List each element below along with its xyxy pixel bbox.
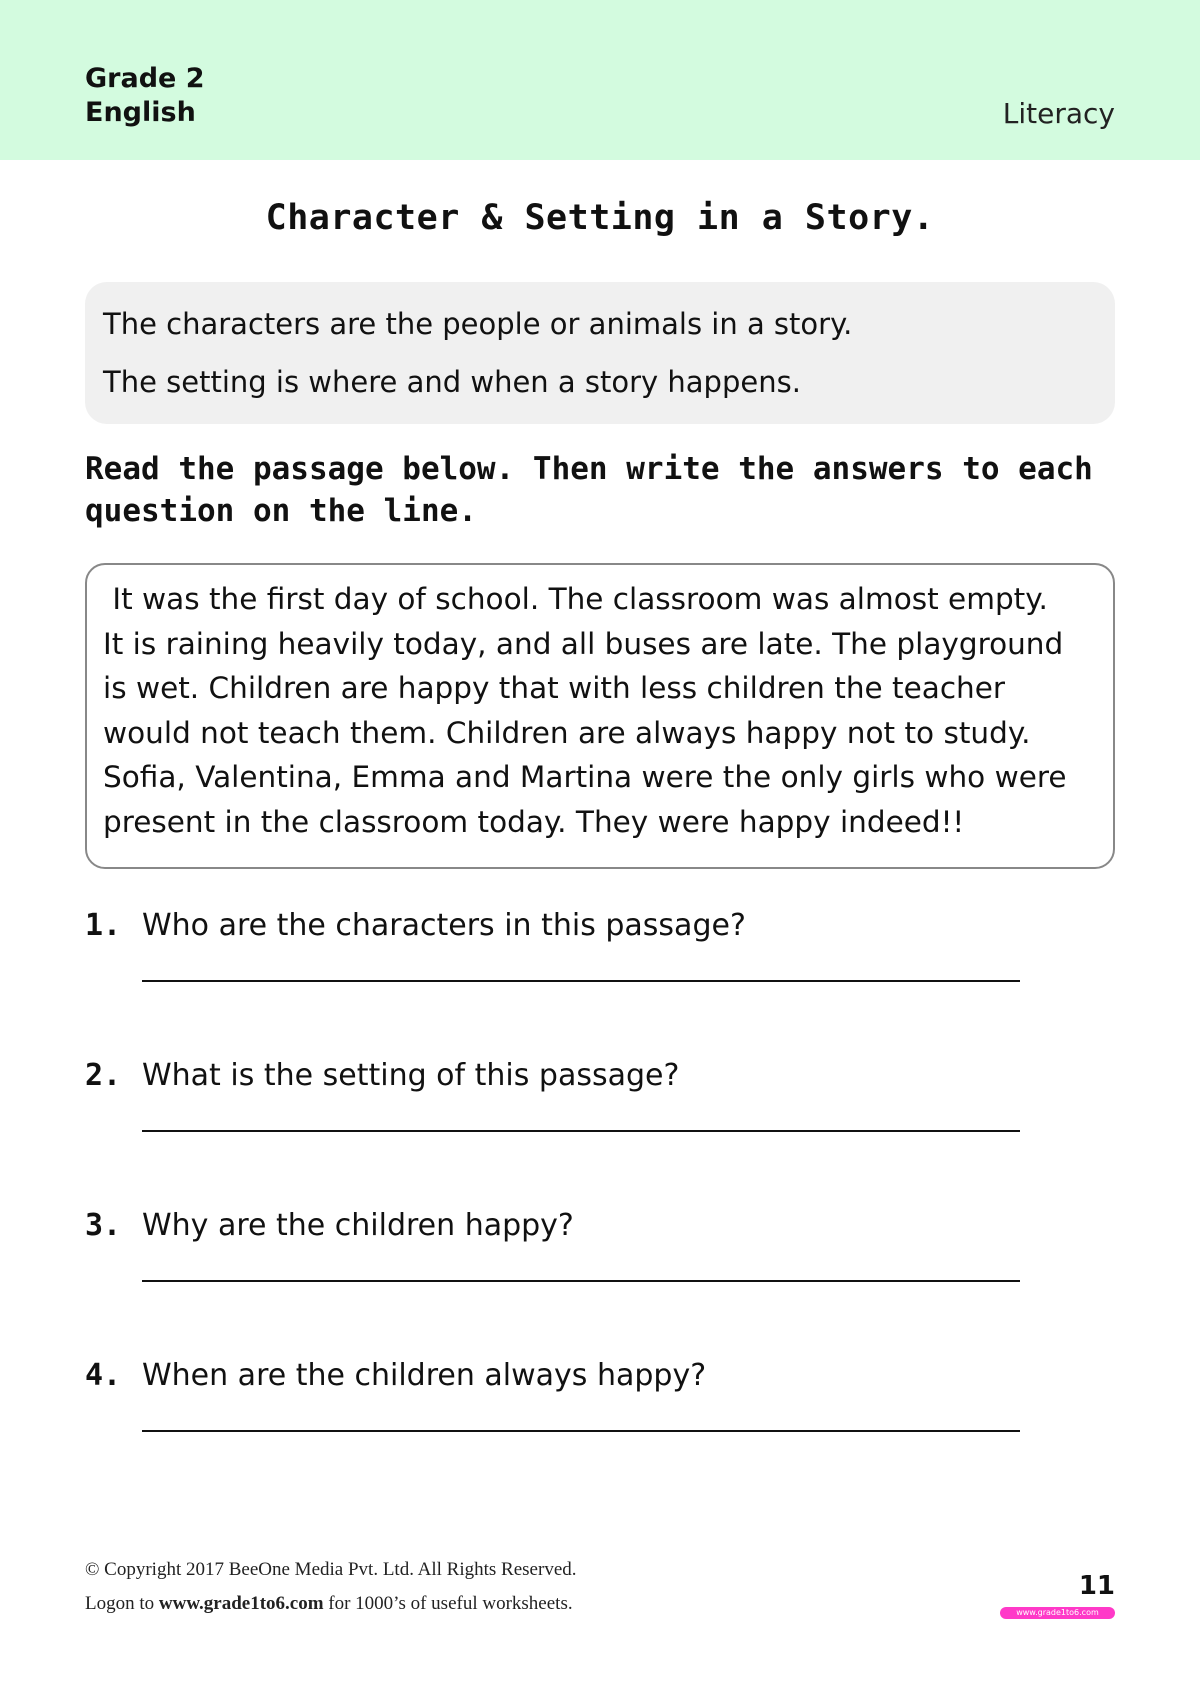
passage-line: Sofia, Valentina, Emma and Martina were the only girls who were: [103, 760, 1067, 794]
passage-line: present in the classroom today. They were happy indeed!!: [103, 804, 965, 839]
passage-line: It was the first day of school. The classroom was almost empty.: [103, 582, 1048, 616]
question-text: Who are the characters in this passage?: [142, 908, 746, 943]
question-4: [85, 1356, 1085, 1466]
question-number: 1.: [85, 908, 122, 943]
copyright-notice: © Copyright 2017 BeeOne Media Pvt. Ltd. All Rights Reserved.: [85, 1559, 577, 1580]
question-number: 4.: [85, 1358, 122, 1393]
page-number: 11: [1078, 1571, 1115, 1601]
passage-line: is wet. Children are happy that with less children the teacher: [103, 671, 1006, 705]
question-text: Why are the children happy?: [142, 1208, 574, 1243]
definition-characters: The characters are the people or animals in a story.: [103, 307, 853, 341]
worksheet-title: Character & Setting in a Story.: [265, 198, 935, 238]
passage-line: It is raining heavily today, and all buses are late. The playground: [103, 626, 1064, 661]
question-text: What is the setting of this passage?: [142, 1058, 680, 1093]
logon-notice: [85, 1590, 573, 1618]
logon-suffix: for 1000’s of useful worksheets.: [323, 1593, 573, 1614]
question-number: 3.: [85, 1208, 122, 1243]
site-link[interactable]: www.grade1to6.com: [158, 1593, 324, 1614]
passage-text: [103, 577, 1097, 844]
definitions-box: [85, 282, 1115, 424]
question-3: [85, 1206, 1085, 1316]
question-number: 2.: [85, 1058, 122, 1093]
instruction-text: Read the passage below. Then write the answers to each question on the line.: [85, 451, 1093, 529]
site-badge: www.grade1to6.com: [1000, 1607, 1115, 1619]
category-label: Literacy: [1002, 97, 1115, 130]
passage-line: would not teach them. Children are always happy not to study.: [103, 715, 1031, 750]
question-text: When are the children always happy?: [142, 1358, 707, 1393]
passage-box: [85, 563, 1115, 869]
answer-line-2[interactable]: [142, 1130, 1020, 1132]
logon-prefix: Logon to: [85, 1593, 159, 1614]
answer-line-1[interactable]: [142, 980, 1020, 982]
question-1: [85, 906, 1085, 1016]
grade-label: Grade 2: [85, 63, 205, 94]
subject-label: English: [85, 97, 196, 128]
answer-line-4[interactable]: [142, 1430, 1020, 1432]
answer-line-3[interactable]: [142, 1280, 1020, 1282]
definition-setting: The setting is where and when a story happens.: [103, 365, 801, 399]
question-2: [85, 1056, 1085, 1166]
